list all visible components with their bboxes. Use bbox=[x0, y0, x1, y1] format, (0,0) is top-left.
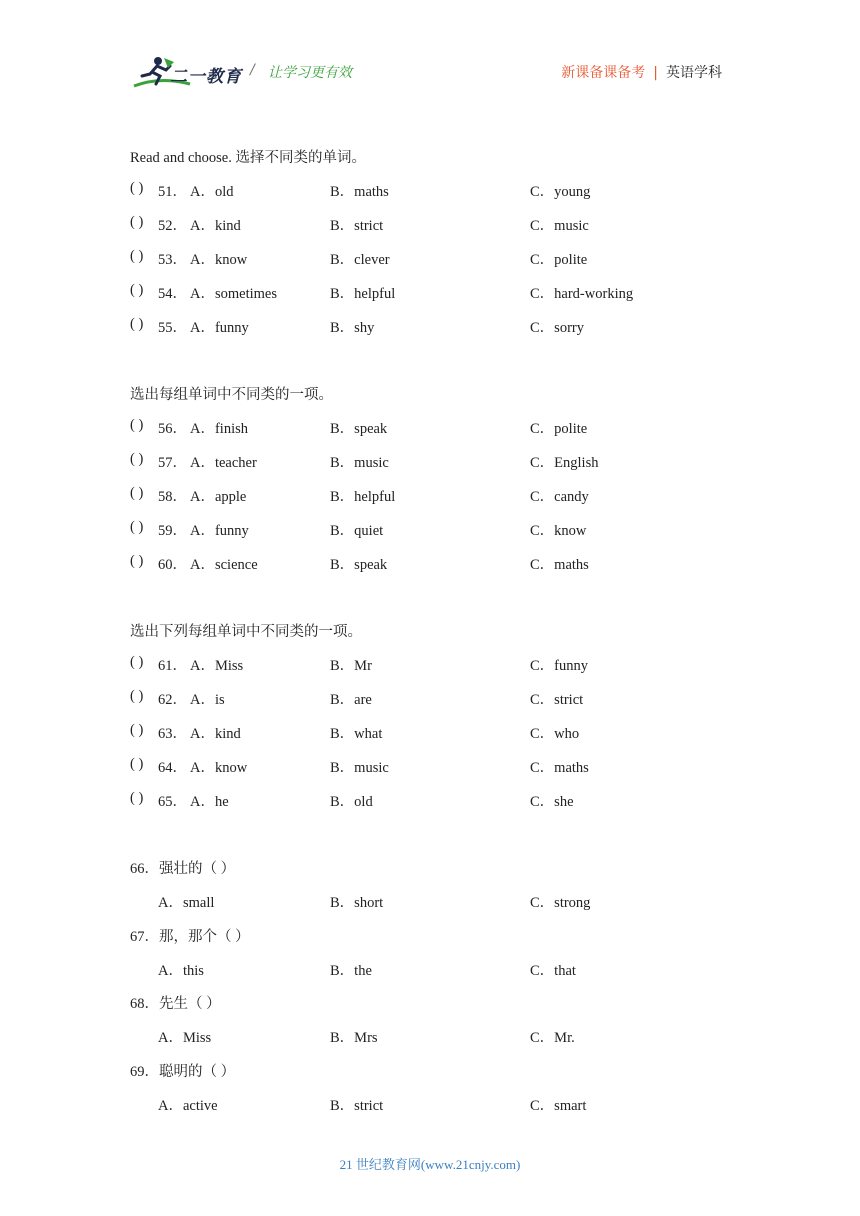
option-a: A．sometimes bbox=[190, 286, 277, 302]
option-a: A．apple bbox=[190, 489, 247, 505]
option-b: B．old bbox=[330, 794, 373, 810]
option-b: B．are bbox=[330, 692, 372, 708]
answer-blank: ( ) bbox=[130, 180, 144, 196]
section-instruction: 选出每组单词中不同类的一项。 bbox=[130, 387, 333, 403]
option-c: C．that bbox=[530, 963, 576, 979]
option-row bbox=[130, 1094, 730, 1114]
brand-name: 二一教育 bbox=[170, 67, 242, 87]
question-number: 52． bbox=[158, 218, 187, 234]
question-row bbox=[130, 485, 730, 505]
answer-blank: ( ) bbox=[130, 790, 144, 806]
option-row bbox=[130, 891, 730, 911]
option-b: B．quiet bbox=[330, 523, 384, 539]
option-b: B．strict bbox=[330, 1098, 384, 1114]
option-c: C．polite bbox=[530, 252, 588, 268]
question-title: 66．强壮的（ ） bbox=[130, 861, 236, 877]
slogan-separator: / bbox=[250, 62, 255, 78]
header-subject-label: 英语学科 bbox=[666, 65, 722, 81]
question-row bbox=[130, 790, 730, 810]
question-row bbox=[130, 417, 730, 437]
answer-blank: ( ) bbox=[130, 451, 144, 467]
answer-blank: ( ) bbox=[130, 214, 144, 230]
option-c: C．hard-working bbox=[530, 286, 634, 302]
option-b: B．maths bbox=[330, 184, 389, 200]
answer-blank: ( ) bbox=[130, 553, 144, 569]
option-row bbox=[130, 959, 730, 979]
answer-blank: ( ) bbox=[130, 316, 144, 332]
question-row bbox=[130, 654, 730, 674]
option-a: A．teacher bbox=[190, 455, 257, 471]
option-b: B．music bbox=[330, 760, 389, 776]
question-row bbox=[130, 180, 730, 200]
option-c: C．she bbox=[530, 794, 574, 810]
option-a: A．small bbox=[158, 895, 215, 911]
question-number: 51． bbox=[158, 184, 187, 200]
option-b: B．speak bbox=[330, 421, 388, 437]
question-row bbox=[130, 688, 730, 708]
option-a: A．this bbox=[158, 963, 204, 979]
question-number: 55． bbox=[158, 320, 187, 336]
question-number: 63． bbox=[158, 726, 187, 742]
question-row bbox=[130, 316, 730, 336]
question-row bbox=[130, 451, 730, 471]
option-c: C．young bbox=[530, 184, 591, 200]
answer-blank: ( ) bbox=[130, 654, 144, 670]
question-number: 57． bbox=[158, 455, 187, 471]
option-a: A．know bbox=[190, 252, 248, 268]
option-b: B．speak bbox=[330, 557, 388, 573]
option-a: A．is bbox=[190, 692, 225, 708]
option-b: B．what bbox=[330, 726, 383, 742]
option-a: A．know bbox=[190, 760, 248, 776]
option-c: C．maths bbox=[530, 557, 589, 573]
option-a: A．old bbox=[190, 184, 234, 200]
answer-blank: ( ) bbox=[130, 688, 144, 704]
question-row bbox=[130, 214, 730, 234]
question-row bbox=[130, 722, 730, 742]
option-c: C．who bbox=[530, 726, 580, 742]
option-b: B．helpful bbox=[330, 286, 396, 302]
question-row bbox=[130, 519, 730, 539]
page-footer[interactable]: 21 世纪教育网(www.21cnjy.com) bbox=[339, 1157, 521, 1172]
header-course-label: 新课备课备考 bbox=[561, 65, 646, 81]
question-row bbox=[130, 553, 730, 573]
question-number: 54． bbox=[158, 286, 187, 302]
question-number: 53． bbox=[158, 252, 187, 268]
option-a: A．he bbox=[190, 794, 229, 810]
option-c: C．strict bbox=[530, 692, 584, 708]
answer-blank: ( ) bbox=[130, 756, 144, 772]
section-instruction: 选出下列每组单词中不同类的一项。 bbox=[130, 624, 362, 640]
option-b: B．shy bbox=[330, 320, 375, 336]
question-row bbox=[130, 282, 730, 302]
option-c: C．Mr. bbox=[530, 1030, 575, 1046]
question-title: 67．那，那个（ ） bbox=[130, 929, 250, 945]
question-number: 64． bbox=[158, 760, 187, 776]
option-c: C．polite bbox=[530, 421, 588, 437]
question-row bbox=[130, 756, 730, 776]
option-c: C．English bbox=[530, 455, 599, 471]
option-b: B．Mrs bbox=[330, 1030, 378, 1046]
page-header bbox=[0, 0, 860, 110]
question-number: 61． bbox=[158, 658, 187, 674]
option-c: C．music bbox=[530, 218, 589, 234]
option-c: C．strong bbox=[530, 895, 591, 911]
option-a: A．funny bbox=[190, 523, 249, 539]
option-b: B．clever bbox=[330, 252, 390, 268]
option-a: A．kind bbox=[190, 726, 241, 742]
header-right bbox=[561, 62, 722, 82]
question-title: 69．聪明的（ ） bbox=[130, 1064, 236, 1080]
answer-blank: ( ) bbox=[130, 519, 144, 535]
option-a: A．Miss bbox=[190, 658, 244, 674]
option-a: A．active bbox=[158, 1098, 218, 1114]
option-a: A．finish bbox=[190, 421, 248, 437]
question-number: 56． bbox=[158, 421, 187, 437]
question-number: 58． bbox=[158, 489, 187, 505]
option-b: B．helpful bbox=[330, 489, 396, 505]
option-row bbox=[130, 1026, 730, 1046]
option-c: C．smart bbox=[530, 1098, 587, 1114]
option-b: B．music bbox=[330, 455, 389, 471]
section-instruction: Read and choose. 选择不同类的单词。 bbox=[130, 150, 366, 166]
option-c: C．candy bbox=[530, 489, 589, 505]
answer-blank: ( ) bbox=[130, 722, 144, 738]
header-divider: | bbox=[653, 65, 658, 81]
option-c: C．know bbox=[530, 523, 587, 539]
question-number: 59． bbox=[158, 523, 187, 539]
option-b: B．Mr bbox=[330, 658, 372, 674]
slogan: 让学习更有效 bbox=[268, 65, 352, 81]
question-number: 60． bbox=[158, 557, 187, 573]
option-a: A．Miss bbox=[158, 1030, 212, 1046]
answer-blank: ( ) bbox=[130, 282, 144, 298]
option-b: B．short bbox=[330, 895, 384, 911]
question-number: 62． bbox=[158, 692, 187, 708]
question-title: 68．先生（ ） bbox=[130, 996, 221, 1012]
question-number: 65． bbox=[158, 794, 187, 810]
answer-blank: ( ) bbox=[130, 417, 144, 433]
question-row bbox=[130, 248, 730, 268]
answer-blank: ( ) bbox=[130, 485, 144, 501]
option-b: B．the bbox=[330, 963, 372, 979]
option-a: A．kind bbox=[190, 218, 241, 234]
option-c: C．maths bbox=[530, 760, 589, 776]
option-b: B．strict bbox=[330, 218, 384, 234]
option-c: C．funny bbox=[530, 658, 588, 674]
option-a: A．science bbox=[190, 557, 258, 573]
option-a: A．funny bbox=[190, 320, 249, 336]
option-c: C．sorry bbox=[530, 320, 584, 336]
answer-blank: ( ) bbox=[130, 248, 144, 264]
